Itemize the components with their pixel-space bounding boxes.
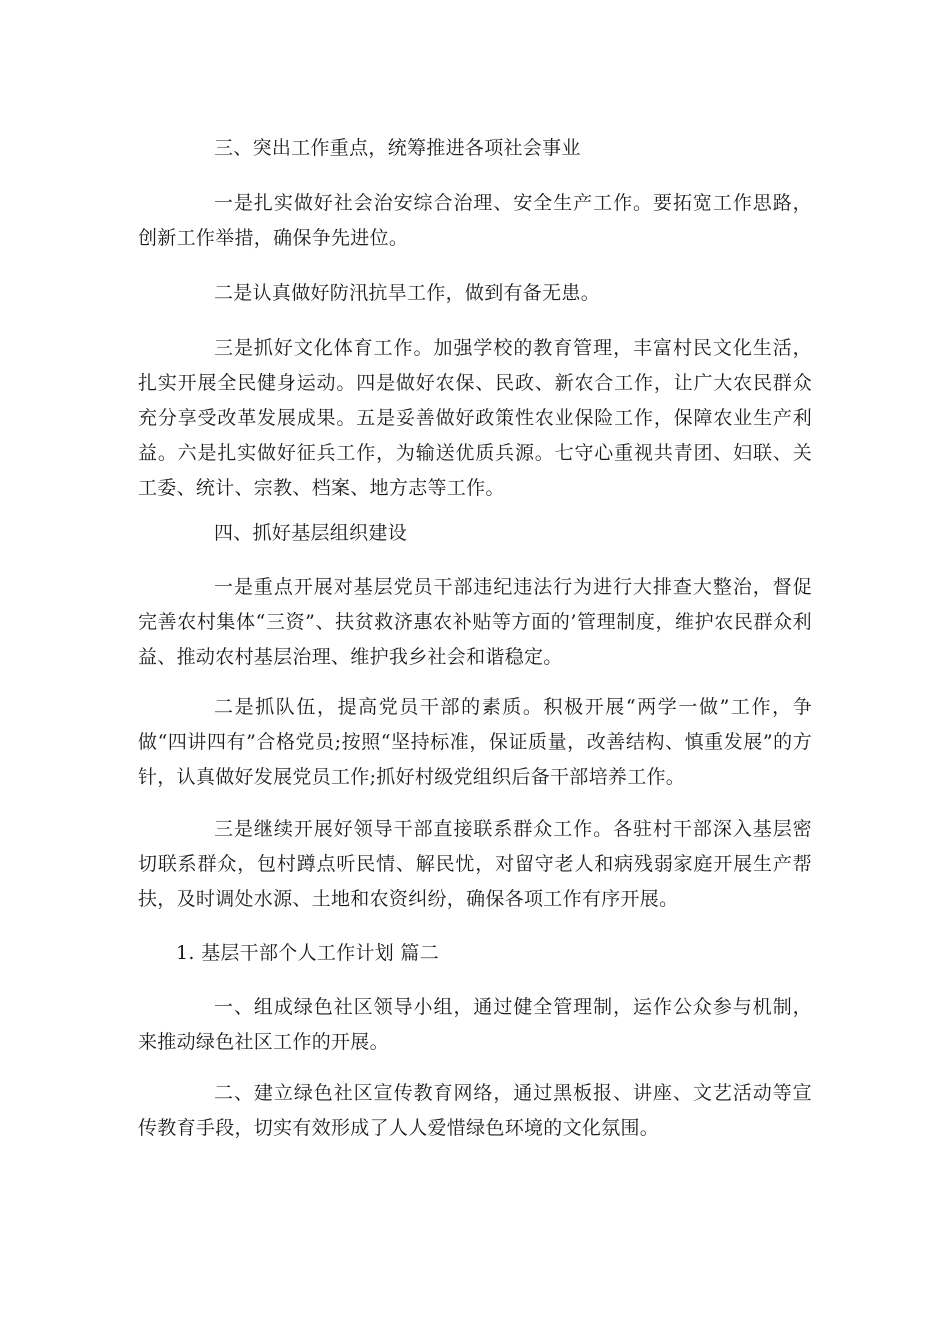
paragraph: 一是扎实做好社会治安综合治理、安全生产工作。要拓宽工作思路，创新工作举措，确保争先进位。: [138, 192, 812, 249]
section-heading-three: 三、突出工作重点，统筹推进各项社会事业: [214, 137, 581, 159]
paragraph: 一、组成绿色社区领导小组，通过健全管理制，运作公众参与机制，来推动绿色社区工作的开展。: [138, 996, 812, 1053]
paragraph: 三是继续开展好领导干部直接联系群众工作。各驻村干部深入基层密切联系群众，包村蹲点听民情、解民忧，对留守老人和病残弱家庭开展生产帮扶，及时调处水源、土地和农资纠纷，确保各项工作有序开展。: [138, 818, 812, 910]
article-heading: 1. 基层干部个人工作计划 篇二: [176, 942, 440, 964]
paragraph: 二是抓队伍，提高党员干部的素质。积极开展“两学一做”工作，争做“四讲四有”合格党员;按照“坚持标准，保证质量，改善结构、慎重发展”的方针，认真做好发展党员工作;抓好村级党组织后备干部培养工作。: [138, 696, 812, 788]
section-heading-four: 四、抓好基层组织建设: [214, 522, 408, 544]
paragraph: 二、建立绿色社区宣传教育网络，通过黑板报、讲座、文艺活动等宣传教育手段，切实有效形成了人人爱惜绿色环境的文化氛围。: [138, 1082, 812, 1139]
paragraph: 二是认真做好防汛抗旱工作，做到有备无患。: [214, 282, 601, 304]
paragraph: 三是抓好文化体育工作。加强学校的教育管理，丰富村民文化生活，扎实开展全民健身运动。四是做好农保、民政、新农合工作，让广大农民群众充分享受改革发展成果。五是妥善做好政策性农业保险工作，保障农业生产利益。六是扎实做好征兵工作，为输送优质兵源。七守心重视共青团、妇联、关工委、统计、宗教、档案、地方志等工作。: [138, 337, 812, 499]
paragraph: 一是重点开展对基层党员干部违纪违法行为进行大排查大整治，督促完善农村集体“三资”、扶贫救济惠农补贴等方面的’管理制度，维护农民群众利益、推动农村基层治理、维护我乡社会和谐稳定。: [138, 576, 812, 668]
